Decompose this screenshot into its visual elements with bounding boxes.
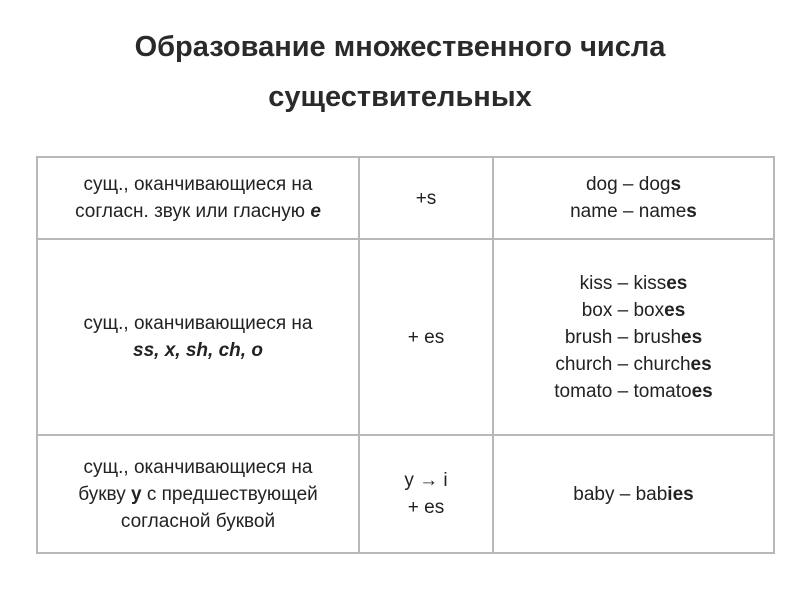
rule-text: согласной буквой [120,510,276,532]
example-base: tomato – tomato [554,380,692,402]
example-base: dog – dog [585,174,671,195]
example [500,481,767,508]
title-line-2: существительных [268,81,532,113]
rule-text-part: с предшествующей [141,483,318,505]
ending-letter-y: y [404,470,414,491]
rule-cell [37,239,359,435]
example-ending: s [670,174,682,195]
example-base: brush – brush [564,326,682,348]
example [500,324,767,351]
table-row [37,435,774,553]
rule-letter: y [130,483,142,505]
ending-cell [359,239,493,435]
example [500,351,767,378]
rule-cell [37,435,359,553]
ending-text: + es [407,497,445,518]
rule-text [44,481,352,508]
example-ending: es [690,353,712,375]
example-ending: es [666,272,688,294]
example-ending: es [681,326,703,348]
example-ending: es [691,380,713,402]
title-line-1: Образование множественного числа [134,31,666,63]
rule-text: сущ., оканчивающиеся на [83,313,313,334]
page-title [0,22,800,122]
rule-letters: ss, x, sh, ch, o [133,340,263,361]
example [500,297,767,324]
example [500,270,767,297]
ending-letter-i: i [443,470,448,491]
table-row [37,157,774,239]
ending-text: + es [407,326,445,348]
rule-text [44,198,352,225]
rule-text: сущ., оканчивающиеся на [83,456,313,478]
plural-rules-table [36,156,775,554]
rule-letter: e [310,201,321,222]
example-ending: ies [667,483,694,505]
example [500,171,767,198]
ending-cell [359,435,493,553]
example [500,198,767,225]
table-row [37,239,774,435]
arrow-right-icon: → [419,470,439,491]
example [500,378,767,405]
examples-cell [493,435,774,553]
rule-text: сущ., оканчивающиеся на [83,174,313,195]
example-ending: s [686,201,697,222]
ending-cell [359,157,493,239]
ending-text [366,467,486,494]
example-ending: es [664,299,686,321]
examples-cell [493,157,774,239]
examples-cell [493,239,774,435]
ending-text: +s [415,187,437,209]
rule-text-part: букву [78,483,131,505]
rule-text-part: согласн. звук или гласную [75,201,311,222]
example-base: name – name [570,201,687,222]
example-base: church – church [555,353,691,375]
example-base: kiss – kiss [579,272,667,294]
example-base: box – box [581,299,665,321]
example-base: baby – bab [573,483,668,505]
rule-cell [37,157,359,239]
